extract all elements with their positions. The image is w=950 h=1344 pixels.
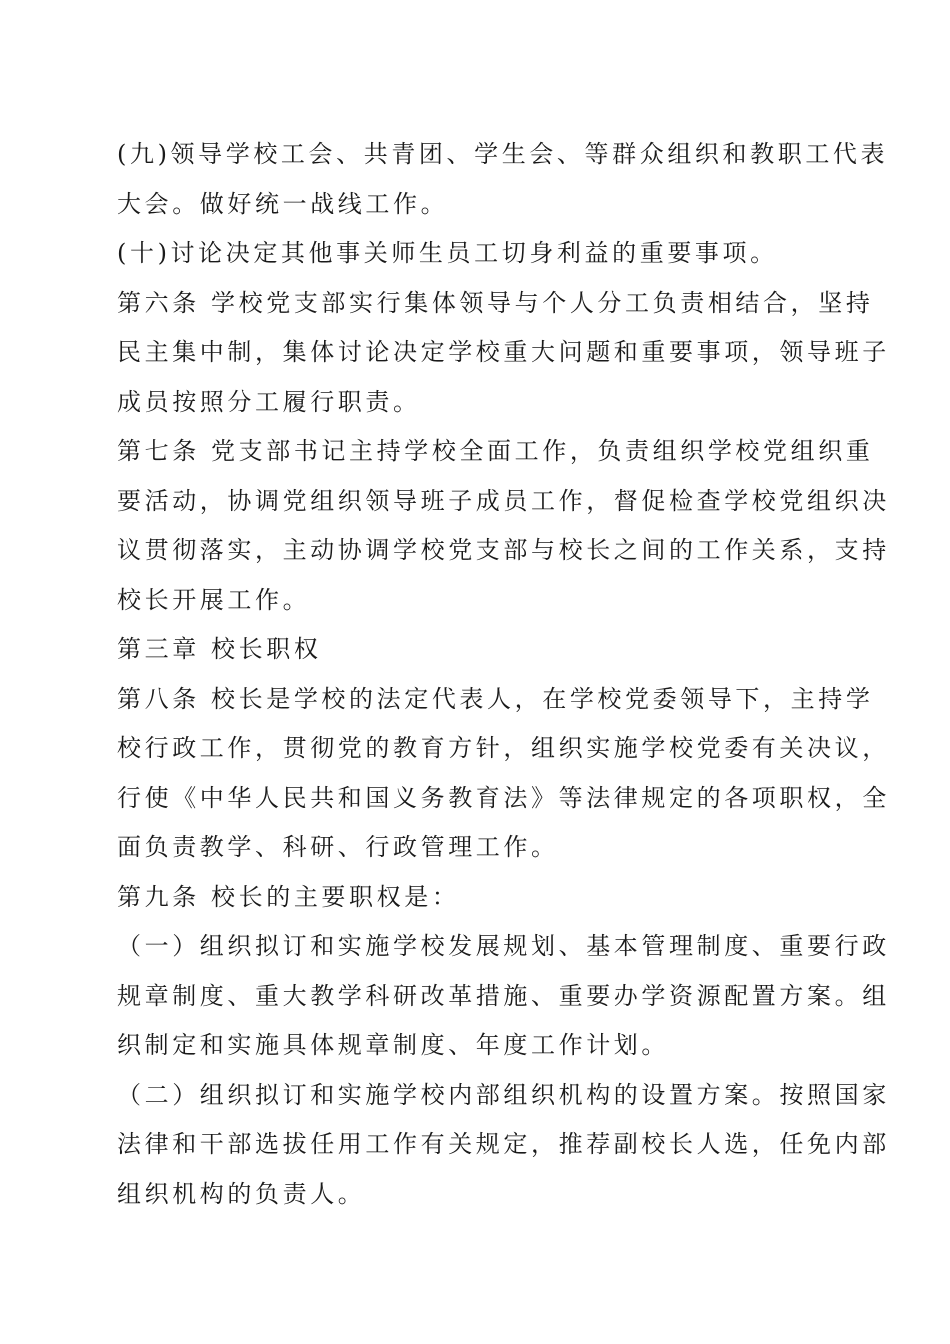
text-line-19: 织制定和实施具体规章制度、年度工作计划。 bbox=[117, 1031, 669, 1059]
text-line-8: 要活动，协调党组织领导班子成员工作，督促检查学校党组织决 bbox=[117, 486, 890, 515]
document-body bbox=[117, 130, 890, 1219]
text-line-18: 规章制度、重大教学科研改革措施、重要办学资源配置方案。组 bbox=[117, 981, 890, 1010]
text-line-21: 法律和干部选拔任用工作有关规定，推荐副校长人选，任免内部 bbox=[117, 1130, 890, 1158]
text-line-17: （一）组织拟订和实施学校发展规划、基本管理制度、重要行政 bbox=[117, 932, 890, 960]
text-line-14: 行使《中华人民共和国义务教育法》等法律规定的各项职权，全 bbox=[117, 783, 890, 812]
text-line-13: 校行政工作，贯彻党的教育方针，组织实施学校党委有关决议， bbox=[117, 734, 890, 762]
text-line-6: 成员按照分工履行职责。 bbox=[117, 387, 421, 416]
text-line-5: 民主集中制，集体讨论决定学校重大问题和重要事项，领导班子 bbox=[117, 338, 890, 366]
text-line-1: (九)领导学校工会、共青团、学生会、等群众组织和教职工代表 bbox=[117, 140, 889, 168]
text-line-10: 校长开展工作。 bbox=[117, 585, 311, 614]
text-line-3: (十)讨论决定其他事关师生员工切身利益的重要事项。 bbox=[117, 239, 778, 267]
text-line-9: 议贯彻落实，主动协调学校党支部与校长之间的工作关系，支持 bbox=[117, 536, 890, 564]
chapter-heading: 第三章 校长职权 bbox=[117, 635, 322, 663]
text-line-22: 组织机构的负责人。 bbox=[117, 1179, 366, 1208]
text-line-20: （二）组织拟订和实施学校内部组织机构的设置方案。按照国家 bbox=[117, 1080, 890, 1109]
text-line-16: 第九条 校长的主要职权是： bbox=[117, 882, 460, 911]
text-line-4: 第六条 学校党支部实行集体领导与个人分工负责相结合，坚持 bbox=[117, 288, 874, 317]
text-line-15: 面负责教学、科研、行政管理工作。 bbox=[117, 833, 559, 861]
text-line-2: 大会。做好统一战线工作。 bbox=[117, 189, 449, 218]
text-line-7: 第七条 党支部书记主持学校全面工作，负责组织学校党组织重 bbox=[117, 437, 874, 465]
text-line-12: 第八条 校长是学校的法定代表人，在学校党委领导下，主持学 bbox=[117, 684, 874, 713]
